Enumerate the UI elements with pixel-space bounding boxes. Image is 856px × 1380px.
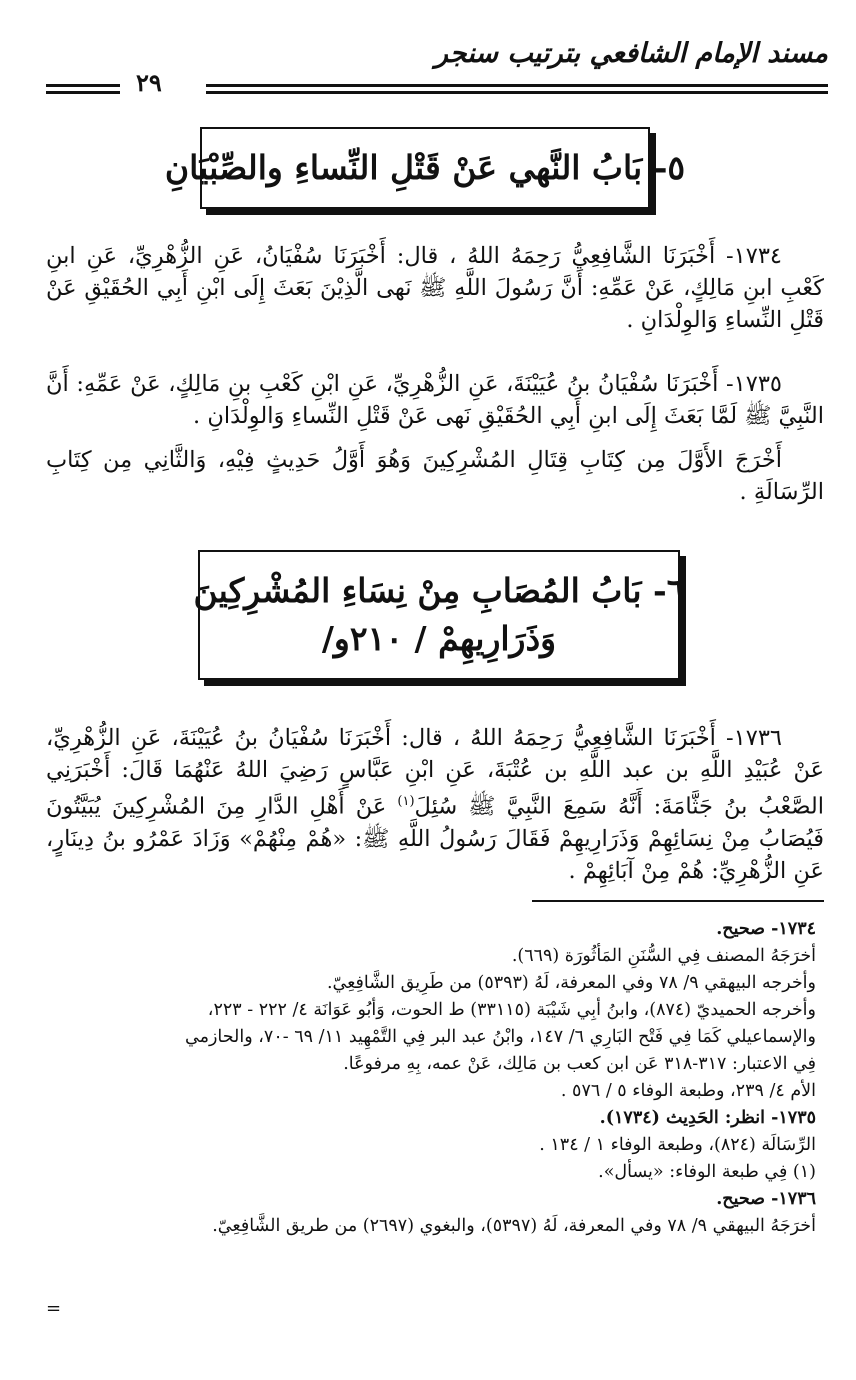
chapter-5-title: ٥- بَابُ النَّهي عَنْ قَتْلِ النِّساءِ والصِّبْيَانِ — [164, 148, 686, 188]
header-rule-right-2 — [206, 91, 828, 94]
header-rule-left-1 — [46, 84, 120, 87]
hadith-1735: ١٧٣٥- أَخْبَرَنَا سُفْيَانُ بنُ عُيَيْنَةَ، عَنِ الزُّهْرِيِّ، عَنِ ابْنِ كَعْبِ بنِ مَالِكٍ، عَنْ عَمِّهِ: أَنَّ النَّبِيَّ ﷺ لَمَّا بَعَثَ إِلَى ابنِ أَبِي الحُقَيْقِ نَهى عَنْ قَتْلِ النِّساءِ وَالوِلْدَانِ . — [46, 371, 824, 429]
note-1736-head: ١٧٣٦- صحيح. — [716, 1189, 816, 1209]
note-1734-line: وأخرجه الحميديّ (٨٧٤)، وابنُ أَبِي شَيْبَة (٣٣١١٥) ط الحوت، وَأَبُو عَوَانَة ٤/ ٢٢٢ - ٢٢٣، — [207, 1000, 816, 1020]
takhrij-note: أَخْرَجَ الأَوَّلَ مِن كِتَابِ قِتَالِ المُشْرِكِينَ وَهُوَ أَوَّلُ حَدِيثٍ فِيْهِ، وَالثَّانِي مِن كِتَابِ الرِّسَالَةِ . — [46, 447, 824, 505]
header-rule-right-1 — [206, 84, 828, 87]
note-1735-line: الرِّسَالَة (٨٢٤)، وطبعة الوفاء ١ / ١٣٤ . — [539, 1135, 816, 1155]
note-1734-line: فِي الاعتبار: ٣١٧-٣١٨ عَن ابن كعب بن مَالِك، عَنْ عمه، بِهِ مرفوعًا. — [343, 1054, 816, 1074]
hadith-1736-text-a: ١٧٣٦- أَخْبَرَنَا الشَّافِعِيُّ رَحِمَهُ اللهُ ، قال: أَخْبَرَنَا سُفْيَانُ بنُ عُيَيْنَةَ، عَنِ الزُّهْرِيِّ، عَنْ عُبَيْدِ اللَّهِ بن عبد اللَّهِ بن عُتْبَةَ، عَنِ ابْنِ عَبَّاسٍ رَضِيَ اللهُ عَنْهُمَا قَالَ: أَخْبَرَنِي الصَّعْبُ بنُ جَثَّامَةَ: أَنَّهُ سَمِعَ النَّبِيَّ ﷺ سُئِلَ — [46, 725, 825, 820]
footnotes — [40, 916, 816, 1240]
header-rule-left-2 — [46, 91, 120, 94]
note-1734-line: وأخرجه البيهقي ٩/ ٧٨ وفي المعرفة، لَهُ (٥٣٩٣) من طَرِيق الشَّافِعِيّ. — [326, 973, 816, 993]
note-1: (١) فِي طبعة الوفاء: «يسأل». — [598, 1162, 816, 1182]
note-1734-head: ١٧٣٤- صحيح. — [716, 919, 816, 939]
chapter-6-title-line2: وَذَرَارِيهِمْ / ٢١٠و/ — [321, 619, 557, 658]
page-number: ٢٩ — [136, 68, 162, 97]
footnote-marker-1: (١) — [397, 794, 415, 809]
hadith-1734: ١٧٣٤- أَخْبَرَنَا الشَّافِعِيُّ رَحِمَهُ اللهُ ، قال: أَخْبَرَنَا سُفْيَانُ، عَنِ الزُّهْرِيِّ، عَنِ ابنِ كَعْبِ ابنِ مَالِكٍ، عَنْ عَمِّهِ: أَنَّ رَسُولَ اللَّهِ ﷺ نَهى الَّذِيْنَ بَعَثَ إِلَى ابْنِ أَبِي الحُقَيْقِ عَنْ قَتْلِ النِّساءِ وَالوِلْدَانِ . — [46, 243, 824, 333]
note-1734-line: الأم ٤/ ٢٣٩، وطبعة الوفاء ٥ / ٥٧٦ . — [560, 1081, 816, 1101]
chapter-6-heading-box — [193, 550, 685, 680]
note-1735-head: ١٧٣٥- انظر: الحَدِيث (١٧٣٤). — [599, 1108, 816, 1128]
hadith-1736 — [46, 722, 824, 887]
note-1736-line: أَخرَجَهُ البيهقي ٩/ ٧٨ وفي المعرفة، لَهُ (٥٣٩٧)، والبغوي (٢٦٩٧) من طريق الشَّافِعِيّ. — [212, 1216, 816, 1236]
book-title: مسند الإمام الشافعي بترتيب سنجر — [434, 38, 828, 69]
continuation-mark: = — [46, 1298, 62, 1319]
note-1734-line: والإسماعيلي كَمَا فِي فَتْح البَارِي ٦/ ١٤٧، وابْنُ عبد البر فِي التَّمْهِيد ١١/ ٦٩ -٧٠، والحازمي — [185, 1027, 816, 1047]
chapter-5-heading-box — [164, 127, 686, 209]
footnote-separator — [532, 900, 824, 902]
hadith-1736-text-b: عَنْ أَهْلِ الدَّارِ مِنَ المُشْرِكِينَ يُبَيَّتُونَ فَيُصَابُ مِنْ نِسَائِهِمْ وَذَرَارِيهِمْ فَقَالَ رَسُولُ اللَّهِ ﷺ: «هُمْ مِنْهُمْ» وَزَادَ عَمْرُو بنُ دِينَارٍ، عَنِ الزُّهْرِيِّ: هُمْ مِنْ آبَائِهِمْ . — [46, 793, 824, 884]
note-1734-line: أَخرَجَهُ المصنف فِي السُّنَنِ المَأثُورَة (٦٦٩). — [511, 946, 816, 966]
chapter-6-title-line1: ٦- بَابُ المُصَابِ مِنْ نِسَاءِ المُشْرِكِينَ — [193, 571, 685, 611]
